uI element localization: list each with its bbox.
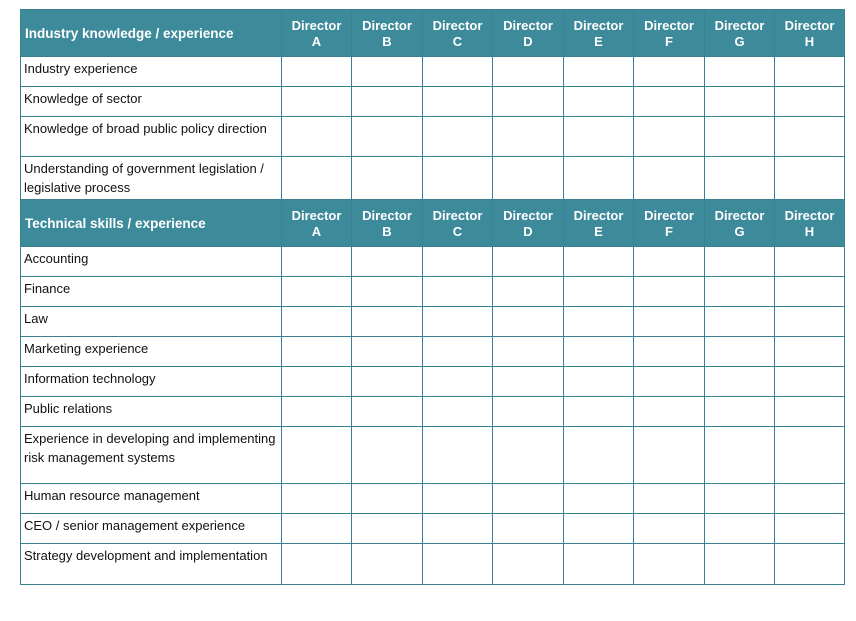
skill-label: Accounting (21, 247, 282, 277)
director-skill-cell[interactable] (564, 427, 634, 484)
director-skill-cell[interactable] (423, 427, 493, 484)
skill-row (21, 157, 845, 200)
director-skill-cell[interactable] (282, 367, 352, 397)
director-label: Director (714, 18, 765, 33)
director-skill-cell[interactable] (282, 57, 352, 87)
skill-row (21, 337, 845, 367)
skill-label: Industry experience (21, 57, 282, 87)
skills-matrix-table (20, 9, 845, 585)
director-label: Director (714, 208, 765, 223)
director-skill-cell[interactable] (775, 484, 845, 514)
director-skill-cell[interactable] (493, 57, 564, 87)
director-skill-cell[interactable] (352, 367, 423, 397)
director-skill-cell[interactable] (352, 87, 423, 117)
skill-row (21, 397, 845, 427)
director-skill-cell[interactable] (634, 247, 705, 277)
skill-row (21, 57, 845, 87)
director-label: Director (573, 208, 624, 223)
director-label: Director (432, 208, 483, 223)
director-label: Director (784, 208, 835, 223)
skill-row (21, 484, 845, 514)
director-skill-cell[interactable] (705, 277, 775, 307)
skill-row (21, 367, 845, 397)
director-skill-cell[interactable] (634, 367, 705, 397)
director-skill-cell[interactable] (493, 307, 564, 337)
director-column-header (564, 200, 634, 247)
director-skill-cell[interactable] (352, 117, 423, 157)
director-letter: H (804, 224, 815, 239)
director-skill-cell[interactable] (634, 87, 705, 117)
section-header-row (21, 200, 845, 247)
director-letter: D (523, 224, 533, 239)
director-skill-cell[interactable] (705, 87, 775, 117)
director-column-header (705, 200, 775, 247)
director-letter: B (382, 224, 392, 239)
director-skill-cell[interactable] (423, 307, 493, 337)
skill-row (21, 117, 845, 157)
skill-label: Knowledge of sector (21, 87, 282, 117)
director-label: Director (644, 18, 694, 33)
skill-label: Information technology (21, 367, 282, 397)
director-skill-cell[interactable] (634, 397, 705, 427)
director-skill-cell[interactable] (564, 57, 634, 87)
director-skill-cell[interactable] (282, 87, 352, 117)
director-label: Director (362, 18, 412, 33)
director-letter: G (734, 224, 745, 239)
director-column-header (423, 200, 493, 247)
director-column-header (352, 200, 423, 247)
director-skill-cell[interactable] (705, 337, 775, 367)
director-column-header (634, 10, 705, 57)
director-skill-cell[interactable] (423, 87, 493, 117)
skill-label: Law (21, 307, 282, 337)
director-letter: D (523, 34, 533, 49)
director-skill-cell[interactable] (282, 427, 352, 484)
director-skill-cell[interactable] (775, 57, 845, 87)
director-skill-cell[interactable] (352, 544, 423, 585)
director-skill-cell[interactable] (775, 157, 845, 200)
director-skill-cell[interactable] (564, 307, 634, 337)
director-skill-cell[interactable] (352, 157, 423, 200)
director-skill-cell[interactable] (423, 247, 493, 277)
director-letter: F (665, 34, 673, 49)
director-skill-cell[interactable] (423, 484, 493, 514)
director-column-header (493, 10, 564, 57)
director-skill-cell[interactable] (564, 367, 634, 397)
director-skill-cell[interactable] (352, 277, 423, 307)
section-title: Technical skills / experience (21, 200, 282, 247)
director-column-header (352, 10, 423, 57)
director-skill-cell[interactable] (775, 367, 845, 397)
director-skill-cell[interactable] (423, 117, 493, 157)
director-skill-cell[interactable] (705, 307, 775, 337)
director-skill-cell[interactable] (423, 367, 493, 397)
director-skill-cell[interactable] (775, 544, 845, 585)
director-skill-cell[interactable] (423, 544, 493, 585)
director-skill-cell[interactable] (564, 337, 634, 367)
director-skill-cell[interactable] (282, 397, 352, 427)
director-skill-cell[interactable] (282, 307, 352, 337)
director-skill-cell[interactable] (705, 484, 775, 514)
section-title: Industry knowledge / experience (21, 10, 282, 57)
skill-row (21, 544, 845, 585)
director-skill-cell[interactable] (282, 157, 352, 200)
skill-label: CEO / senior management experience (21, 514, 282, 544)
director-skill-cell[interactable] (634, 307, 705, 337)
director-skill-cell[interactable] (493, 87, 564, 117)
director-skill-cell[interactable] (634, 514, 705, 544)
director-skill-cell[interactable] (564, 514, 634, 544)
director-skill-cell[interactable] (634, 277, 705, 307)
director-skill-cell[interactable] (352, 427, 423, 484)
director-skill-cell[interactable] (352, 307, 423, 337)
director-skill-cell[interactable] (634, 484, 705, 514)
director-skill-cell[interactable] (493, 337, 564, 367)
director-skill-cell[interactable] (634, 337, 705, 367)
director-skill-cell[interactable] (423, 337, 493, 367)
director-skill-cell[interactable] (352, 397, 423, 427)
director-letter: G (734, 34, 745, 49)
director-label: Director (362, 208, 412, 223)
director-letter: H (804, 34, 815, 49)
director-letter: C (452, 34, 463, 49)
director-skill-cell[interactable] (634, 57, 705, 87)
director-skill-cell[interactable] (634, 157, 705, 200)
director-column-header (705, 10, 775, 57)
skill-label: Public relations (21, 397, 282, 427)
director-skill-cell[interactable] (352, 337, 423, 367)
director-skill-cell[interactable] (564, 87, 634, 117)
director-column-header (634, 200, 705, 247)
director-column-header (423, 10, 493, 57)
director-skill-cell[interactable] (423, 157, 493, 200)
director-skill-cell[interactable] (705, 57, 775, 87)
skill-row (21, 427, 845, 484)
director-skill-cell[interactable] (775, 514, 845, 544)
skill-label: Strategy development and implementation (21, 544, 282, 585)
skill-label: Finance (21, 277, 282, 307)
director-column-header (775, 200, 845, 247)
director-skill-cell[interactable] (705, 397, 775, 427)
director-skill-cell[interactable] (564, 397, 634, 427)
director-letter: A (311, 34, 322, 49)
director-skill-cell[interactable] (775, 277, 845, 307)
director-skill-cell[interactable] (634, 427, 705, 484)
director-label: Director (503, 18, 553, 33)
director-skill-cell[interactable] (705, 247, 775, 277)
director-skill-cell[interactable] (352, 484, 423, 514)
director-skill-cell[interactable] (493, 514, 564, 544)
director-skill-cell[interactable] (775, 337, 845, 367)
director-skill-cell[interactable] (705, 427, 775, 484)
skill-label: Knowledge of broad public policy direction (21, 117, 282, 157)
director-skill-cell[interactable] (423, 277, 493, 307)
director-skill-cell[interactable] (352, 247, 423, 277)
director-letter: E (594, 224, 603, 239)
director-letter: A (311, 224, 322, 239)
director-skill-cell[interactable] (352, 57, 423, 87)
director-label: Director (784, 18, 835, 33)
director-skill-cell[interactable] (775, 117, 845, 157)
director-skill-cell[interactable] (775, 87, 845, 117)
director-letter: E (594, 34, 603, 49)
director-skill-cell[interactable] (493, 397, 564, 427)
director-skill-cell[interactable] (493, 117, 564, 157)
director-skill-cell[interactable] (282, 277, 352, 307)
director-letter: C (452, 224, 463, 239)
director-skill-cell[interactable] (423, 514, 493, 544)
director-skill-cell[interactable] (564, 544, 634, 585)
director-column-header (493, 200, 564, 247)
director-label: Director (573, 18, 624, 33)
director-letter: B (382, 34, 392, 49)
director-skill-cell[interactable] (352, 514, 423, 544)
director-column-header (775, 10, 845, 57)
skill-row (21, 307, 845, 337)
director-column-header (564, 10, 634, 57)
director-skill-cell[interactable] (564, 247, 634, 277)
skill-label: Understanding of government legislation / legislative process (21, 157, 282, 200)
director-skill-cell[interactable] (775, 307, 845, 337)
director-skill-cell[interactable] (775, 397, 845, 427)
director-skill-cell[interactable] (775, 247, 845, 277)
skill-label: Marketing experience (21, 337, 282, 367)
director-skill-cell[interactable] (705, 367, 775, 397)
director-skill-cell[interactable] (493, 367, 564, 397)
director-skill-cell[interactable] (564, 117, 634, 157)
director-label: Director (503, 208, 553, 223)
director-skill-cell[interactable] (634, 544, 705, 585)
skill-row (21, 514, 845, 544)
director-skill-cell[interactable] (705, 117, 775, 157)
director-skill-cell[interactable] (775, 427, 845, 484)
section-header-row (21, 10, 845, 57)
director-skill-cell[interactable] (282, 484, 352, 514)
director-skill-cell[interactable] (493, 544, 564, 585)
skill-label: Experience in developing and implementing risk management systems (21, 427, 282, 484)
director-skill-cell[interactable] (564, 484, 634, 514)
director-skill-cell[interactable] (705, 514, 775, 544)
director-skill-cell[interactable] (705, 157, 775, 200)
skill-label: Human resource management (21, 484, 282, 514)
director-column-header (282, 200, 352, 247)
director-skill-cell[interactable] (705, 544, 775, 585)
director-skill-cell[interactable] (423, 397, 493, 427)
director-skill-cell[interactable] (282, 117, 352, 157)
director-skill-cell[interactable] (493, 484, 564, 514)
director-label: Director (291, 208, 342, 223)
director-skill-cell[interactable] (634, 117, 705, 157)
director-skill-cell[interactable] (282, 247, 352, 277)
skill-row (21, 277, 845, 307)
director-skill-cell[interactable] (493, 157, 564, 200)
director-skill-cell[interactable] (282, 337, 352, 367)
skill-row (21, 87, 845, 117)
director-label: Director (432, 18, 483, 33)
director-label: Director (291, 18, 342, 33)
director-label: Director (644, 208, 694, 223)
director-skill-cell[interactable] (493, 247, 564, 277)
director-skill-cell[interactable] (423, 57, 493, 87)
director-skill-cell[interactable] (564, 157, 634, 200)
director-skill-cell[interactable] (564, 277, 634, 307)
director-skill-cell[interactable] (282, 514, 352, 544)
skill-row (21, 247, 845, 277)
director-skill-cell[interactable] (282, 544, 352, 585)
director-skill-cell[interactable] (493, 277, 564, 307)
director-skill-cell[interactable] (493, 427, 564, 484)
director-letter: F (665, 224, 673, 239)
director-column-header (282, 10, 352, 57)
